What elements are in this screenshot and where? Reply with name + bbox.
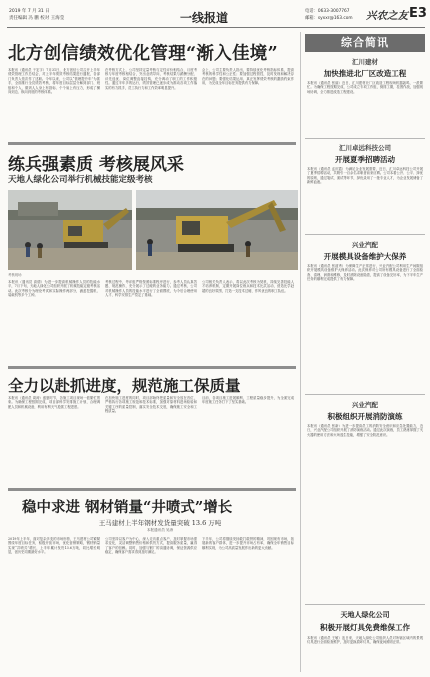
brief-5-tag: 天地人绿化公司 — [340, 611, 390, 619]
date-line: 2019 年 7 月 31 日 — [9, 9, 50, 14]
article-divider-3 — [8, 488, 296, 491]
brief-1-title: 加快推进北厂区改造工程 — [323, 69, 407, 78]
brief-3-title: 开展模具设备维护大保养 — [323, 252, 407, 261]
brief-2-tag: 汇川卓远科技公司 — [339, 144, 391, 152]
brand-logo: 兴农之友 — [366, 10, 408, 22]
brief-divider-3 — [305, 394, 425, 395]
column-separator — [300, 32, 301, 672]
brief-divider-1 — [305, 138, 425, 139]
article-4-subtitle: 王马建材上半年钢材发货量突破 13.6 万吨 — [98, 519, 222, 527]
article-4-col-1: 2019年上半年，面对复杂多变的市场形势，王马建材公司紧紧围绕年度目标任务，积极开拓市场，优化营销策略，钢材销量实现“井喷式”增长，上半年累计发货13.6万吨，同比增长明显，创历史同期最好水平。 — [8, 537, 100, 555]
brief-1-body: 本报讯（通讯员 张丽）近日，汇川建材北厂区改造工程现场机器轰鸣，一派繁忙。为确保工程按期完成，公司成立专项工作组，倒排工期，挂图作战，加强现场协调，全力推进改造工程建设。 — [307, 81, 423, 94]
article-4-title: 稳中求进 钢材销量“井喷式”增长 — [22, 499, 233, 516]
article-3-col-1: 本报讯（通讯员 周涛）盛夏时节，各施工项目现场一派繁忙景象。为确保工程按期完成，项目部科学安排施工计划，合理调配人员和机械设备，利用有利天气抢抓工程进度。 — [8, 396, 100, 409]
article-3-col-2: 在加快施工进度的同时，项目部始终把质量和安全放在首位，严格执行各项施工规范和技术标准，加强对原材料进场检验和关键工序的质量控制，落实安全技术交底，确保施工安全和工程质量。 — [105, 396, 197, 414]
page-number: E3 — [409, 6, 427, 21]
header-rule — [7, 27, 425, 28]
article-1-col-2: 在考核方式上，公司坚持定量考核与定性评价相结合，月度考核与年度考核相结合，突出业绩导向，考核结果与薪酬分配、评先选优、岗位调整直接挂钩，充分调动了职工的工作积极性。通过半年多的运行，绩效管理已逐步成为推动各项工作落实的有力抓手，员工执行力和工作效率明显提升。 — [105, 68, 197, 90]
article-2-title: 练兵强素质 考核展风采 — [8, 155, 184, 175]
article-2-photo-1 — [8, 190, 132, 270]
sidebar-header — [305, 34, 425, 52]
article-2-photo-2 — [136, 190, 298, 270]
article-1-col-1: 本报讯（通讯员 于宏宇）7月31日，北方创信公司召开上半年绩效管理工作总结会，对上半年绩效考核结果进行通报，各部门负责人依次作了述职。今年以来，公司以“管理提升年”为抓手，全面推行全员绩效考核，将年度目标层层分解到部门、班组和个人，做到人人身上有指标、个个肩上有压力，形成了横向到边、纵向到底的考核体系。 — [8, 68, 100, 95]
section-name: 一线报道 — [180, 11, 229, 25]
article-divider-2 — [8, 366, 296, 369]
article-2-col-3: 公司相关负责人表示，将以此次考核为契机，持续完善技能人才培养机制，定期开展岗位练兵和技术比武活动，营造比学赶超的良好氛围，打造一支技术过硬、作风优良的职工队伍。 — [202, 280, 294, 293]
article-4-col-3: 下半年，公司将继续发扬敢打敢拼的精神，巩固现有市场，拓展新的客户群体，进一步提升市场占有率，确保全年销售目标顺利实现，为公司高质量发展作出新的更大贡献。 — [202, 537, 294, 550]
brief-3-body: 本报讯（通讯员 张道秀）为保障生产正常进行，兴业汽配公司利用生产间隙组织开展模具设备维护大保养活动。此次保养对公司所有模具设备进行了全面检查、清理、润滑和维修，及时消除设备隐患，提高了设备完好率，为下半年生产任务的顺利完成提供了有力保障。 — [307, 264, 423, 282]
brief-divider-4 — [305, 604, 425, 605]
brief-4-body: 本报讯（通讯员 张新）为进一步提高员工的消防安全意识和应急处置能力，近日，兴业汽配公司组织开展了消防演练活动。通过此次演练，员工熟练掌握了灭火器的使用方法和火场逃生技能，增强了安全防范意识。 — [307, 424, 423, 437]
brief-2-title: 开展夏季招聘活动 — [335, 155, 395, 164]
article-1-title: 北方创信绩效优化管理“渐入佳境” — [8, 44, 278, 64]
brief-2-body: 本报讯（通讯员 孟庆霞）为满足企业发展需要，近日，汇川卓远科技公司开展了夏季招聘活动，共吸引一百余名求职者前来应聘。公司本着公开、公平、择优的原则，通过笔试、面试等环节，择优录用了一批专业人才，为企业发展储备了新鲜血液。 — [307, 167, 423, 185]
article-2-col-1: 本报讯（通讯员 高德）为进一步提高机械操作人员的技能水平，7月下旬，天地人绿化公司组织开展了机械技能定级考核活动。此次考核分为理论考试和实际操作两部分，涵盖挖掘机、装载机等多个工种。 — [8, 280, 100, 298]
article-4-col-2: 公司坚持以客户为中心，深入走访重点客户，及时掌握市场需求变化，灵活调整销售价格和供货方式，提高服务质量，赢得了客户的信赖。同时，加强与钢厂的沟通协调，保证资源供应稳定，确保客户需求得到及时满足。 — [105, 537, 197, 555]
article-4-byline: 本报通讯员 吴涛 — [146, 528, 174, 532]
article-2-caption: 考核现场 — [8, 273, 22, 277]
brief-5-body: 本报讯（通讯员 王敏）连日来，天地人绿化公司组织人员对所辖区域内的景观灯具进行全面检查维护，及时更换损坏灯具，确保夜间照明正常。 — [307, 636, 423, 645]
article-3-title: 全力以赴抓进度，规范施工保质量 — [8, 376, 241, 395]
article-divider-1 — [8, 142, 296, 145]
article-2-subtitle: 天地人绿化公司举行机械技能定级考核 — [8, 175, 153, 185]
contact-tel: 电话：0633-3007767 — [305, 9, 350, 14]
sidebar-header-label: 综合简讯 — [341, 36, 389, 49]
contact-email: 邮箱：syxxr@163.com — [305, 16, 353, 21]
brief-5-title: 积极开展灯具免费维保工作 — [320, 623, 410, 632]
brief-3-tag: 兴业汽配 — [352, 241, 378, 249]
brief-4-tag: 兴业汽配 — [352, 401, 378, 409]
article-2-col-2: 考核过程中，考评组严格按照标准程序进行，参考人员认真答题、规范操作，充分展示了过硬的业务能力。通过考核，公司对机械操作人员的技能水平进行了全面摸底，为今后合理使用人才、科学安排生产奠定了基础。 — [105, 280, 197, 298]
article-1-col-3: 会上，公司主要负责人指出，要持续优化考核指标体系，提高考核的科学性和公正性；要加强过程管控，及时发现和解决存在的问题；要强化结果运用，真正发挥绩效考核的激励约束作用，为完成全年目标任务提供有力保障。 — [202, 68, 294, 86]
brief-divider-2 — [305, 234, 425, 235]
editor-line: 责任编辑 冯 鹏 校对 王海莹 — [9, 16, 65, 21]
article-3-col-3: 目前，各项目施工进展顺利，工程质量稳步提升，为全面完成年度施工任务打下了坚实基础。 — [202, 396, 294, 405]
page-header — [0, 0, 430, 30]
brief-4-title: 积极组织开展消防演练 — [327, 412, 403, 421]
brief-1-tag: 汇川建材 — [352, 58, 378, 66]
